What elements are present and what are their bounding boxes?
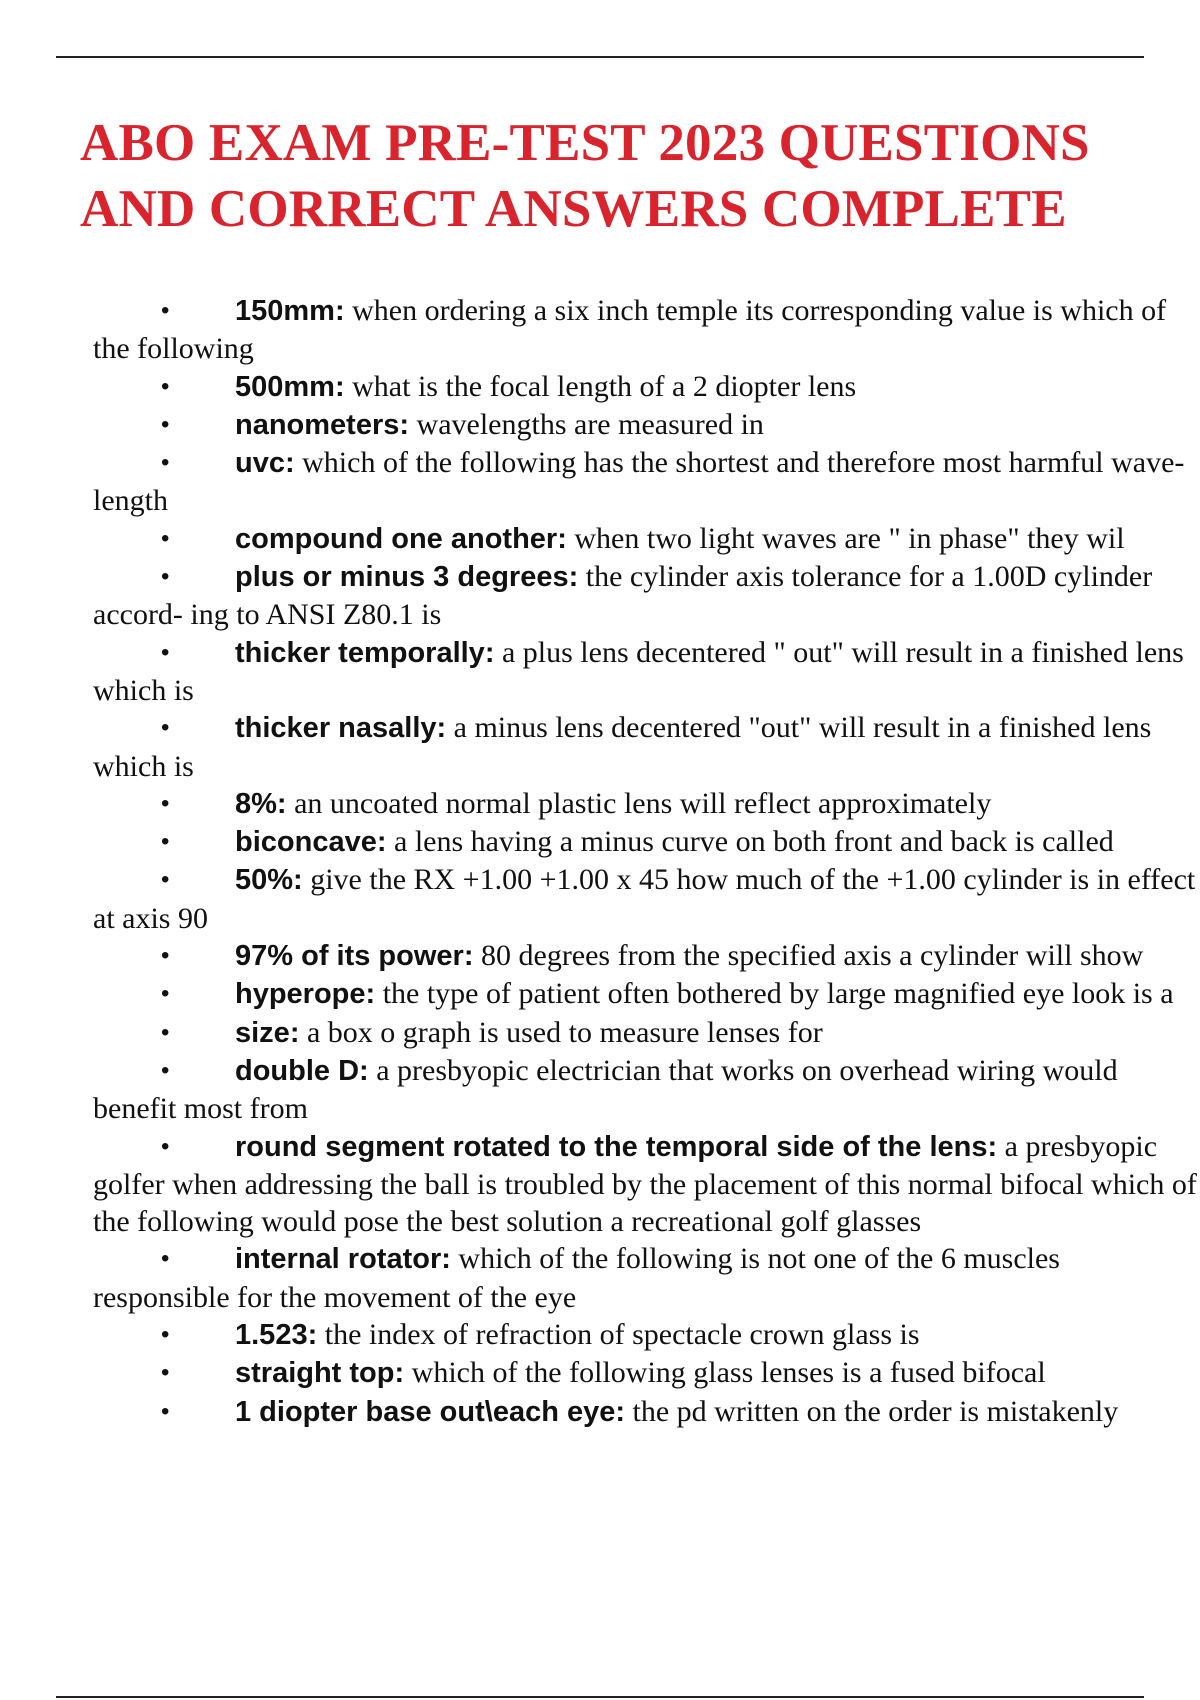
question-text: the type of patient often bothered by large magnified eye look is a — [375, 977, 1174, 1011]
top-divider — [56, 56, 1144, 58]
question-text: wavelengths are measured in — [409, 407, 764, 441]
bullet-icon: • — [161, 1245, 170, 1273]
list-item — [93, 406, 1200, 444]
list-item — [93, 785, 1200, 823]
answer-text: straight top: — [235, 1357, 405, 1390]
answer-text: 500mm: — [235, 370, 345, 403]
answer-text: 8%: — [235, 787, 287, 820]
bottom-divider — [56, 1696, 1144, 1698]
bullet-icon: • — [161, 828, 170, 856]
list-item — [93, 1354, 1200, 1392]
bullet-icon: • — [161, 297, 170, 324]
title-line-2: AND CORRECT ANSWERS COMPLETE — [80, 180, 1067, 238]
question-text: a plus lens decentered " out" will result in a finished lens which is — [93, 635, 1184, 707]
question-text: give the RX +1.00 +1.00 x 45 how much of the +1.00 cylinder is in effect at axis 90 — [93, 863, 1196, 935]
list-item — [93, 520, 1200, 558]
bullet-icon: • — [161, 866, 170, 894]
list-item — [93, 444, 1200, 520]
answer-text: 1 diopter base out\each eye: — [235, 1395, 626, 1428]
question-text: an uncoated normal plastic lens will reflect approximately — [286, 786, 992, 820]
qa-list — [93, 292, 1200, 1431]
list-item — [93, 861, 1200, 937]
bullet-icon: • — [161, 449, 170, 477]
list-item — [93, 1128, 1200, 1241]
question-text: the index of refraction of spectacle crown glass is — [317, 1318, 920, 1352]
bullet-icon: • — [161, 1321, 170, 1349]
bullet-icon: • — [161, 789, 170, 817]
bullet-icon: • — [161, 980, 170, 1008]
question-text: the pd written on the order is mistakenly — [625, 1394, 1119, 1428]
list-item — [93, 1393, 1200, 1431]
question-text: a lens having a minus curve on both front and back is called — [386, 825, 1114, 859]
answer-text: nanometers: — [235, 408, 410, 441]
question-text: what is the focal length of a 2 diopter lens — [344, 369, 857, 403]
answer-text: 50%: — [235, 864, 303, 897]
list-item — [93, 1240, 1200, 1316]
list-item — [93, 558, 1200, 634]
bullet-icon: • — [161, 1056, 170, 1084]
question-text: which of the following has the shortest and therefore most harmful wave- length — [93, 446, 1185, 518]
bullet-icon: • — [161, 563, 170, 591]
bullet-icon: • — [161, 638, 170, 666]
answer-text: 150mm: — [235, 295, 345, 327]
bullet-icon: • — [161, 714, 170, 742]
answer-text: hyperope: — [235, 978, 376, 1011]
question-text: a presbyopic golfer when addressing the ball is troubled by the placement of this normal bifocal which of the following would pose the best solution a recreational golf glasses — [93, 1129, 1197, 1239]
answer-text: compound one another: — [235, 522, 567, 555]
title-line-1: ABO EXAM PRE-TEST 2023 QUESTIONS — [80, 114, 1090, 172]
list-item — [93, 292, 1200, 368]
question-text: which of the following is not one of the 6 muscles responsible for the movement of the eye — [93, 1242, 1060, 1314]
list-item — [93, 1014, 1200, 1052]
answer-text: 1.523: — [235, 1319, 318, 1352]
question-text: a minus lens decentered "out" will result in a finished lens which is — [93, 711, 1152, 783]
bullet-icon: • — [161, 1132, 170, 1160]
bullet-icon: • — [161, 372, 170, 400]
bullet-icon: • — [161, 524, 170, 552]
answer-text: plus or minus 3 degrees: — [235, 561, 579, 594]
answer-text: thicker nasally: — [235, 712, 447, 745]
question-text: when ordering a six inch temple its corresponding value is which of the following — [93, 294, 1167, 366]
list-item — [93, 709, 1200, 785]
list-item — [93, 1316, 1200, 1354]
list-item — [93, 634, 1200, 710]
answer-text: round segment rotated to the temporal side of the lens: — [235, 1130, 998, 1163]
list-item — [93, 1052, 1200, 1128]
question-text: a presbyopic electrician that works on overhead wiring would benefit most from — [93, 1053, 1118, 1126]
list-item — [93, 368, 1200, 406]
answer-text: 97% of its power: — [235, 940, 474, 973]
question-text: a box o graph is used to measure lenses for — [299, 1015, 823, 1049]
answer-text: biconcave: — [235, 826, 387, 859]
answer-text: double D: — [235, 1054, 369, 1087]
question-text: which of the following glass lenses is a fused bifocal — [404, 1356, 1046, 1390]
bullet-icon: • — [161, 410, 170, 438]
bullet-icon: • — [161, 1018, 170, 1046]
question-text: the cylinder axis tolerance for a 1.00D cylinder accord- ing to ANSI Z80.1 is — [93, 560, 1153, 632]
answer-text: uvc: — [235, 447, 295, 480]
bullet-icon: • — [161, 1397, 170, 1425]
bullet-icon: • — [161, 1359, 170, 1387]
bullet-icon: • — [161, 942, 170, 970]
question-text: when two light waves are " in phase" they wil — [566, 521, 1125, 555]
list-item — [93, 975, 1200, 1013]
list-item — [93, 937, 1200, 975]
question-text: 80 degrees from the specified axis a cylinder will show — [473, 939, 1144, 973]
answer-text: internal rotator: — [235, 1243, 451, 1276]
answer-text: size: — [235, 1016, 300, 1049]
document-title — [80, 110, 1140, 242]
list-item — [93, 823, 1200, 861]
answer-text: thicker temporally: — [235, 636, 495, 669]
